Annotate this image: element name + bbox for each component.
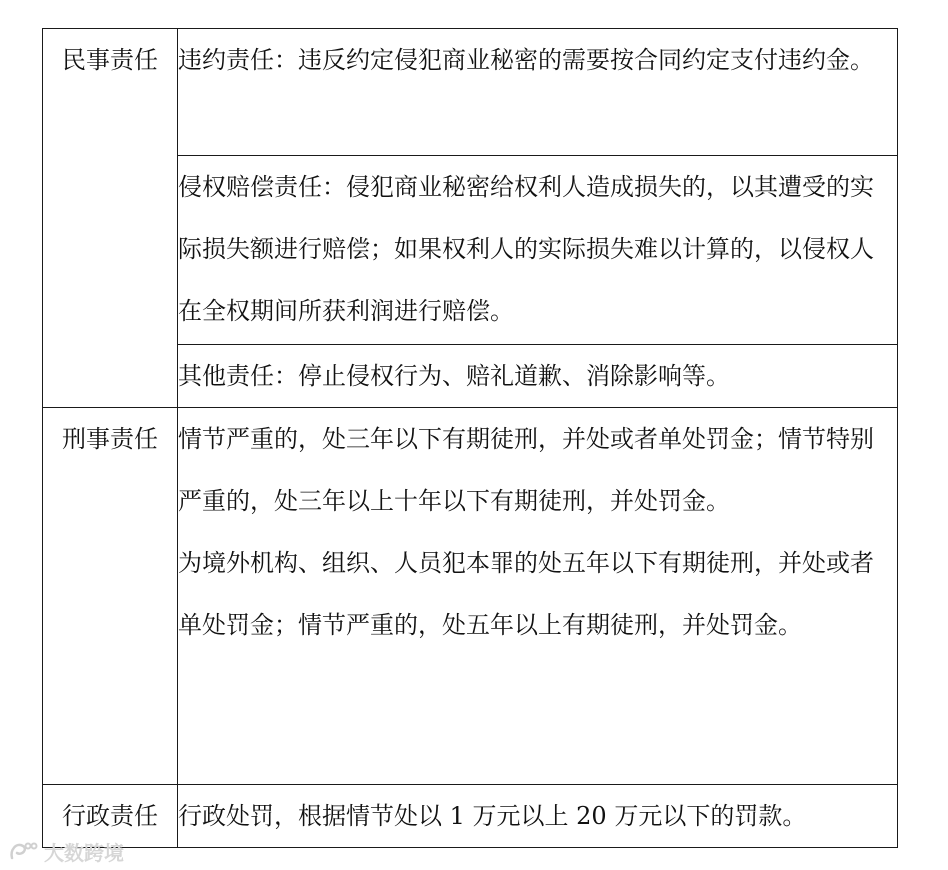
administrative-content-text: 行政处罚，根据情节处以 1 万元以上 20 万元以下的罚款。 <box>178 802 807 830</box>
criminal-paragraph: 为境外机构、组织、人员犯本罪的处五年以下有期徒刑，并处或者单处罚金；情节严重的，处五年以上有期徒刑，并处罚金。 <box>178 549 874 639</box>
liability-table <box>42 28 898 848</box>
category-criminal: 刑事责任 <box>43 408 178 785</box>
table-row <box>43 408 898 785</box>
civil-breach-of-contract-cell <box>178 29 898 156</box>
watermark <box>8 838 124 864</box>
criminal-paragraph: 情节严重的，处三年以下有期徒刑，并处或者单处罚金；情节特别严重的，处三年以上十年以下有期徒刑，并处罚金。 <box>178 425 874 515</box>
civil-other-liability-text: 其他责任：停止侵权行为、赔礼道歉、消除影响等。 <box>178 362 730 390</box>
administrative-content-cell <box>178 785 898 848</box>
category-civil: 民事责任 <box>43 29 178 408</box>
brand-logo-icon <box>8 840 38 862</box>
watermark-text: 大数跨境 <box>44 840 124 865</box>
civil-other-liability-cell <box>178 345 898 408</box>
civil-tort-compensation-text: 侵权赔偿责任：侵犯商业秘密给权利人造成损失的，以其遭受的实际损失额进行赔偿；如果权利人的实际损失难以计算的，以侵权人在全权期间所获利润进行赔偿。 <box>178 173 874 325</box>
table-row <box>43 29 898 156</box>
civil-breach-of-contract-text: 违约责任：违反约定侵犯商业秘密的需要按合同约定支付违约金。 <box>178 46 874 74</box>
category-administrative: 行政责任 <box>43 785 178 848</box>
table-row <box>43 785 898 848</box>
criminal-content-cell <box>178 408 898 785</box>
civil-tort-compensation-cell <box>178 156 898 345</box>
